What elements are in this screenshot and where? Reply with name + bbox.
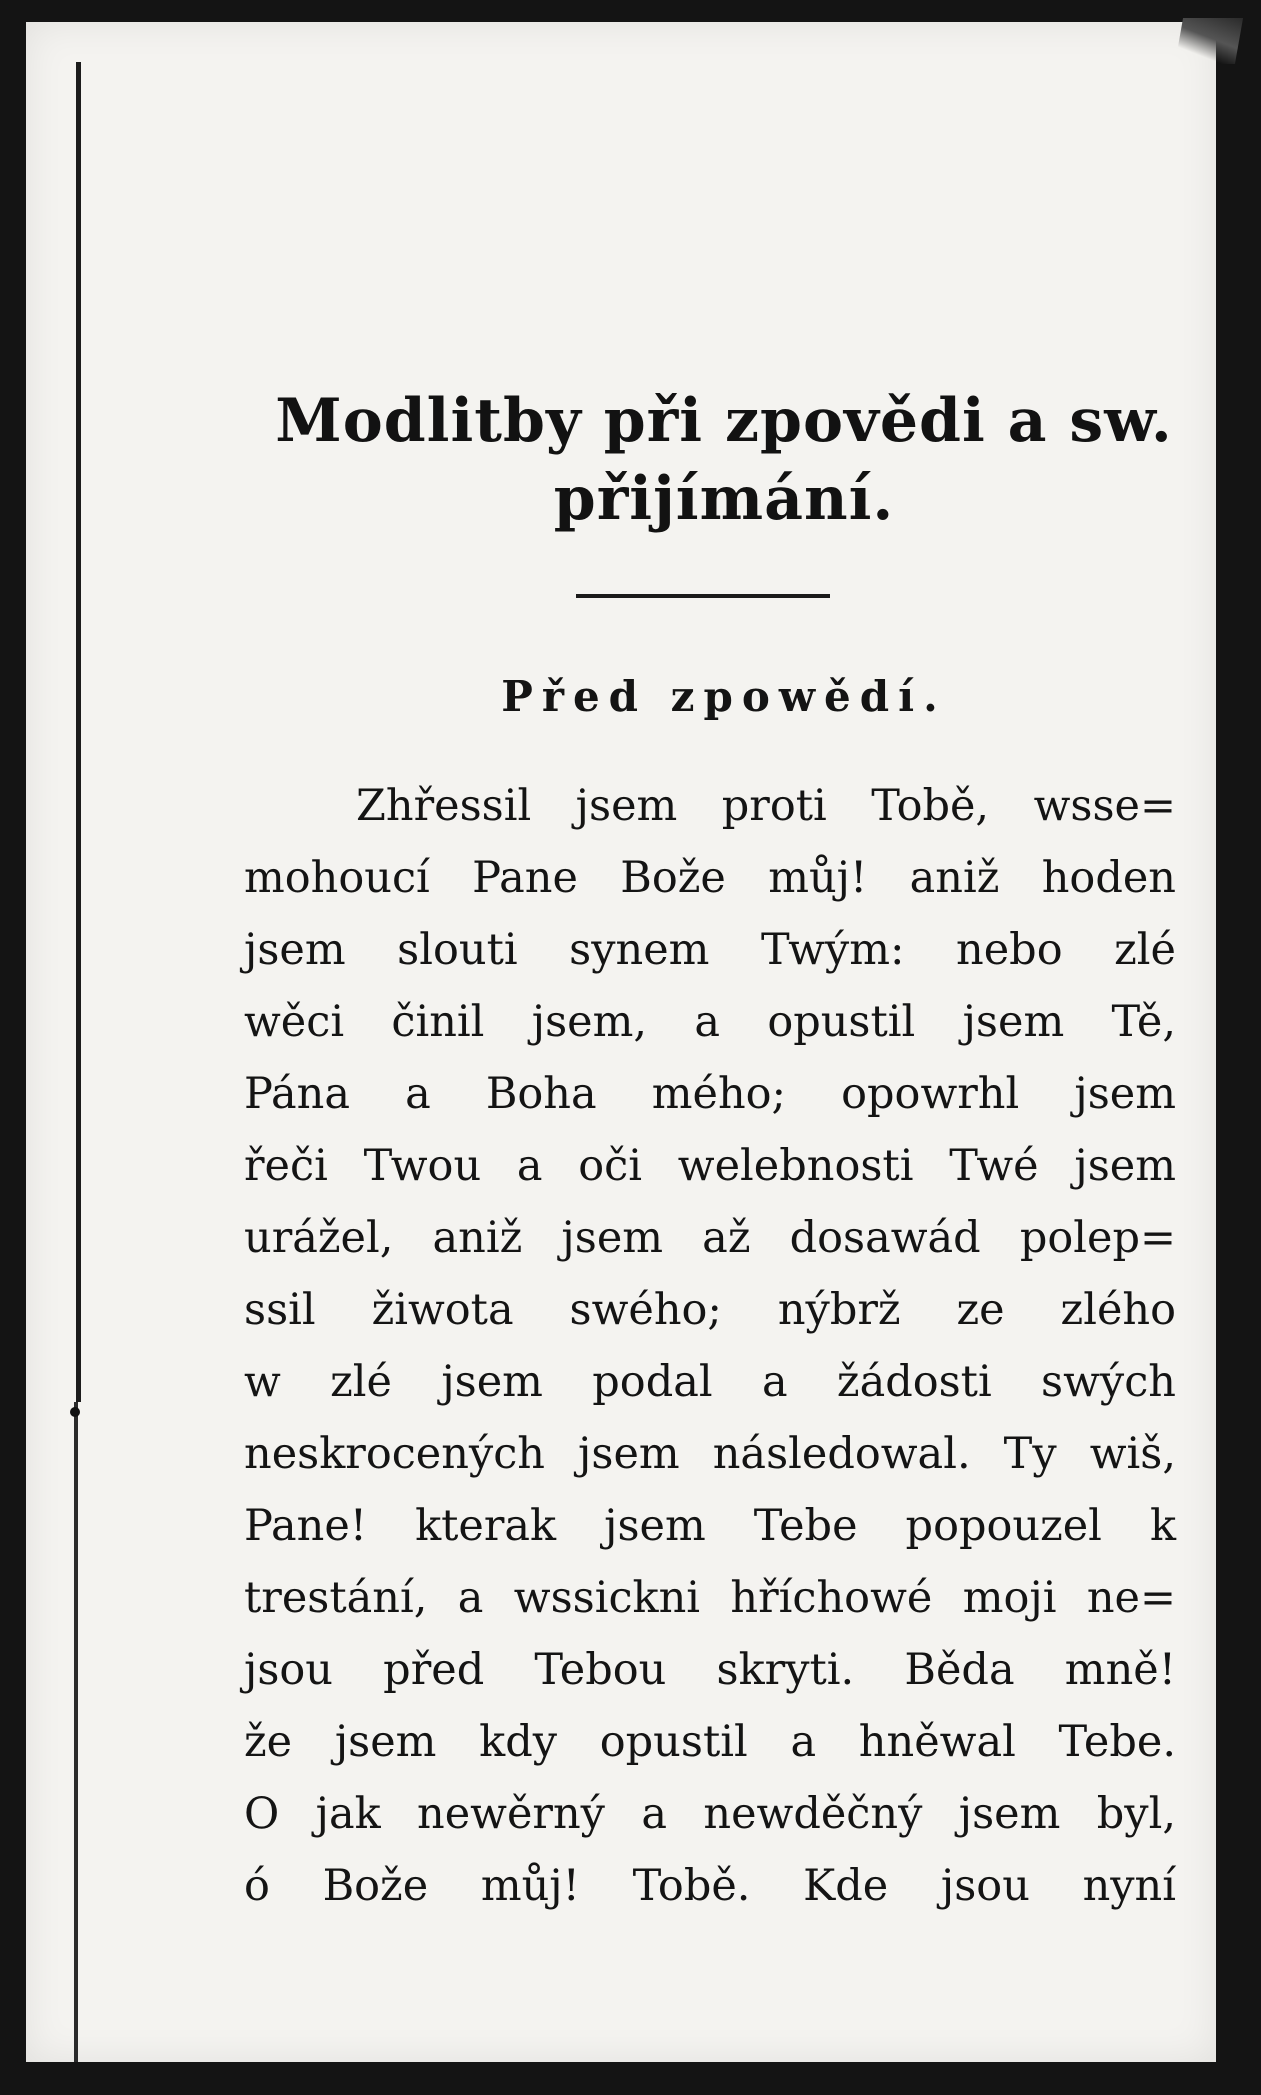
text-line: wěci činil jsem, a opustil jsem Tě, [244, 997, 1176, 1047]
title-line: Modlitby při zpovědi a sw. [275, 386, 1173, 456]
body-paragraph [244, 770, 1176, 1922]
section-heading: Před zpowědí. [501, 672, 947, 721]
spine-rule [76, 62, 81, 1402]
text-line: Zhřessil jsem proti Tobě, wsse= [356, 781, 1176, 831]
title-divider [576, 594, 830, 598]
text-line: urážel, aniž jsem až dosawád polep= [244, 1213, 1176, 1263]
text-line: O jak newěrný a newděčný jsem byl, [244, 1789, 1176, 1839]
text-line: jsou před Tebou skryti. Běda mně! [244, 1645, 1176, 1695]
page-corner-curl [1175, 18, 1243, 64]
text-line: že jsem kdy opustil a hněwal Tebe. [244, 1717, 1176, 1767]
spine-mark [70, 1407, 80, 1417]
text-line: řeči Twou a oči welebnosti Twé jsem [244, 1141, 1176, 1191]
book-page [26, 22, 1216, 2062]
text-line: trestání, a wssickni hříchowé moji ne= [244, 1573, 1176, 1623]
text-line: jsem slouti synem Twým: nebo zlé [244, 925, 1176, 975]
text-line: ó Bože můj! Tobě. Kde jsou nyní [244, 1861, 1176, 1911]
text-line: w zlé jsem podal a žádosti swých [244, 1357, 1176, 1407]
page-title [254, 382, 1194, 538]
text-line: ssil žiwota swého; nýbrž ze zlého [244, 1285, 1176, 1335]
spine-rule-lower [74, 1402, 78, 2062]
text-line: neskrocených jsem následowal. Ty wiš, [244, 1429, 1176, 1479]
text-line: mohoucí Pane Bože můj! aniž hoden [244, 853, 1176, 903]
text-line: Pane! kterak jsem Tebe popouzel k [244, 1501, 1176, 1551]
text-line: Pána a Boha mého; opowrhl jsem [244, 1069, 1176, 1119]
title-line: přijímání. [553, 464, 895, 534]
page-edge-shadow [1233, 0, 1261, 2095]
